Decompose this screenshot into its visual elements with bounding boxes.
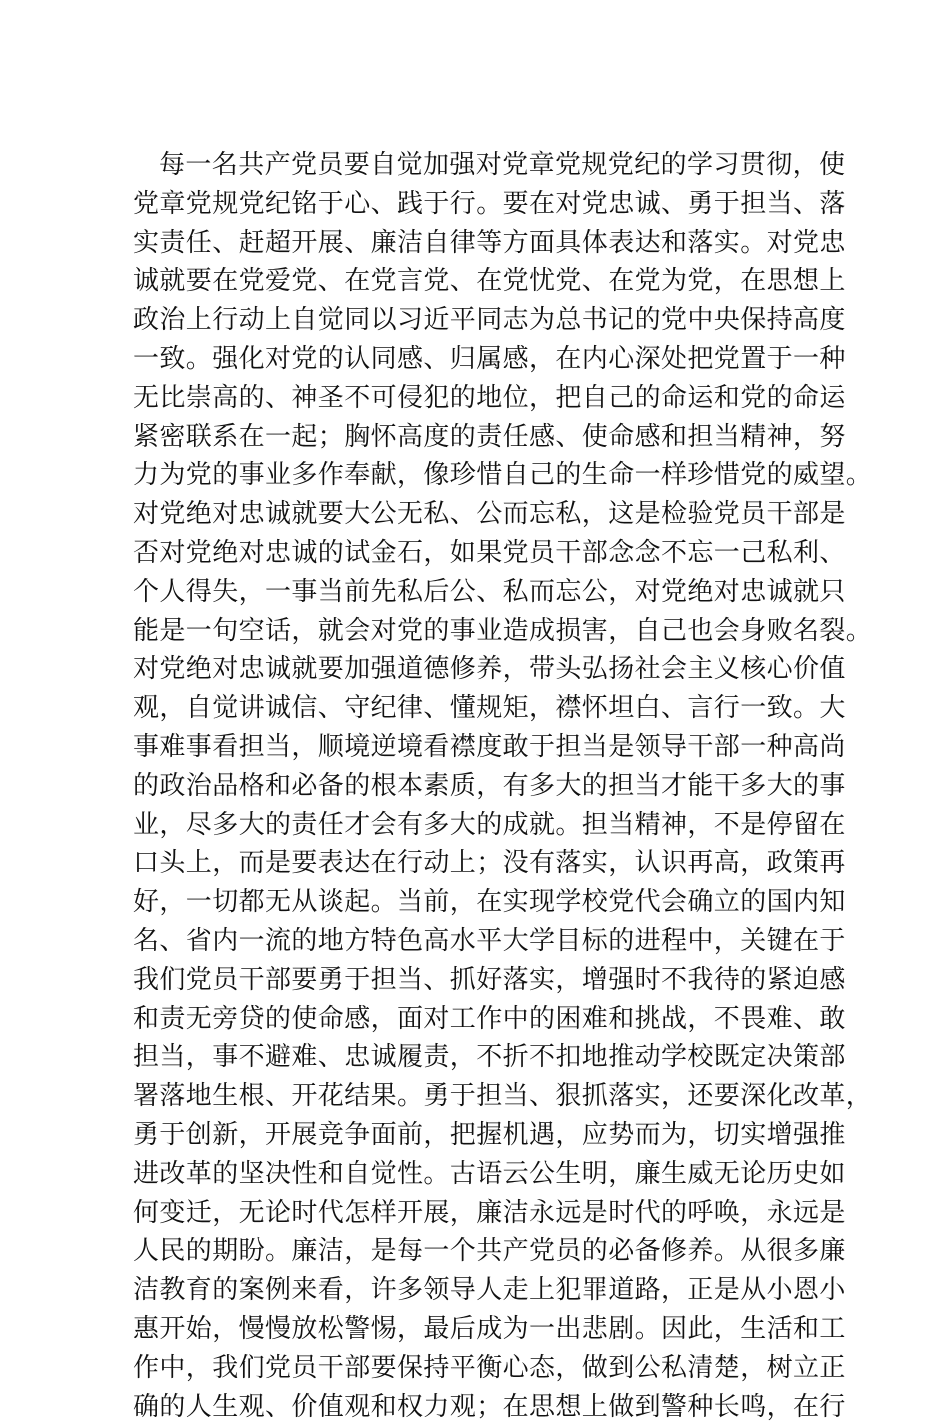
body-paragraph <box>133 146 833 1426</box>
text-line: 进改革的坚决性和自觉性。古语云公生明，廉生威无论历史如 <box>133 1155 833 1194</box>
text-line: 对党绝对忠诚就要大公无私、公而忘私，这是检验党员干部是 <box>133 495 833 534</box>
text-line: 名、省内一流的地方特色高水平大学目标的进程中，关键在于 <box>133 922 833 961</box>
text-line: 紧密联系在一起；胸怀高度的责任感、使命感和担当精神，努 <box>133 418 833 457</box>
text-line: 观，自觉讲诚信、守纪律、懂规矩，襟怀坦白、言行一致。大 <box>133 689 833 728</box>
text-line: 洁教育的案例来看，许多领导人走上犯罪道路，正是从小恩小 <box>133 1271 833 1310</box>
text-line: 勇于创新，开展竞争面前，把握机遇，应势而为，切实增强推 <box>133 1116 833 1155</box>
text-line: 口头上，而是要表达在行动上；没有落实，认识再高，政策再 <box>133 844 833 883</box>
text-line: 诚就要在党爱党、在党言党、在党忧党、在党为党，在思想上 <box>133 262 833 301</box>
text-line: 和责无旁贷的使命感，面对工作中的困难和挑战，不畏难、敢 <box>133 1000 833 1039</box>
text-line: 作中，我们党员干部要保持平衡心态，做到公私清楚，树立正 <box>133 1349 833 1388</box>
text-line: 否对党绝对忠诚的试金石，如果党员干部念念不忘一己私利、 <box>133 534 833 573</box>
text-line: 担当，事不避难、忠诚履责，不折不扣地推动学校既定决策部 <box>133 1038 833 1077</box>
text-line: 力为党的事业多作奉献，像珍惜自己的生命一样珍惜党的威望。 <box>133 456 833 495</box>
text-line: 个人得失，一事当前先私后公、私而忘公，对党绝对忠诚就只 <box>133 573 833 612</box>
text-line: 我们党员干部要勇于担当、抓好落实，增强时不我待的紧迫感 <box>133 961 833 1000</box>
text-line: 党章党规党纪铭于心、践于行。要在对党忠诚、勇于担当、落 <box>133 185 833 224</box>
text-line: 人民的期盼。廉洁，是每一个共产党员的必备修养。从很多廉 <box>133 1232 833 1271</box>
text-line: 的政治品格和必备的根本素质，有多大的担当才能干多大的事 <box>133 767 833 806</box>
text-line: 政治上行动上自觉同以习近平同志为总书记的党中央保持高度 <box>133 301 833 340</box>
text-line: 无比崇高的、神圣不可侵犯的地位，把自己的命运和党的命运 <box>133 379 833 418</box>
text-line: 何变迁，无论时代怎样开展，廉洁永远是时代的呼唤，永远是 <box>133 1194 833 1233</box>
text-line: 署落地生根、开花结果。勇于担当、狠抓落实，还要深化改革， <box>133 1077 833 1116</box>
text-line: 对党绝对忠诚就要加强道德修养，带头弘扬社会主义核心价值 <box>133 650 833 689</box>
text-line: 能是一句空话，就会对党的事业造成损害，自己也会身败名裂。 <box>133 612 833 651</box>
text-line: 每一名共产党员要自觉加强对党章党规党纪的学习贯彻，使 <box>133 146 833 185</box>
text-line: 一致。强化对党的认同感、归属感，在内心深处把党置于一种 <box>133 340 833 379</box>
text-line: 业，尽多大的责任才会有多大的成就。担当精神，不是停留在 <box>133 806 833 845</box>
text-line: 确的人生观、价值观和权力观；在思想上做到警种长鸣，在行 <box>133 1388 833 1426</box>
text-line: 惠开始，慢慢放松警惕，最后成为一出悲剧。因此，生活和工 <box>133 1310 833 1349</box>
text-line: 实责任、赶超开展、廉洁自律等方面具体表达和落实。对党忠 <box>133 224 833 263</box>
text-line: 好，一切都无从谈起。当前，在实现学校党代会确立的国内知 <box>133 883 833 922</box>
text-line: 事难事看担当，顺境逆境看襟度敢于担当是领导干部一种高尚 <box>133 728 833 767</box>
